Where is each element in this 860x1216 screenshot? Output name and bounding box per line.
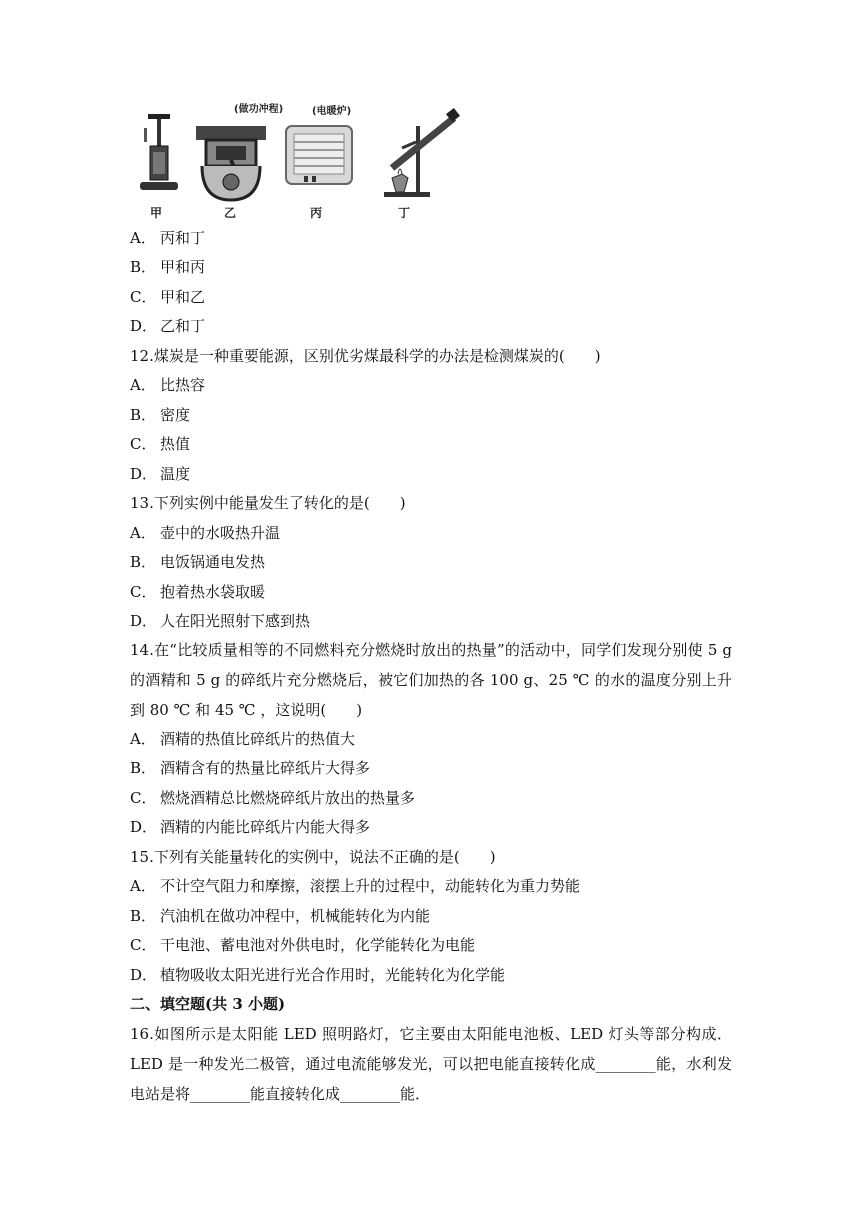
question-figure [132,106,472,222]
option-letter: D． [130,966,158,984]
option-text: 密度 [160,406,191,424]
option-letter: B． [130,907,157,925]
option-text: 抱着热水袋取暖 [160,583,266,601]
option-letter: C． [130,936,157,954]
q12-option-d[interactable] [130,464,190,484]
option-letter: C． [130,288,157,306]
q13-option-a[interactable] [130,523,280,543]
q15-stem: 15.下列有关能量转化的实例中，说法不正确的是( ) [130,848,496,866]
option-letter: C． [130,789,157,807]
q11-option-c[interactable] [130,287,205,307]
q13-option-b[interactable] [130,552,265,572]
option-letter: A． [130,376,156,394]
q14-option-a[interactable] [130,729,355,749]
figure-caption-heater: (电暖炉) [312,106,352,117]
section-heading: 二、填空题(共 3 小题) [130,995,286,1013]
q12-stem: 12.煤炭是一种重要能源，区别优劣煤最科学的办法是检测煤炭的( ) [130,347,601,365]
option-letter: B． [130,553,157,571]
option-text: 甲和乙 [160,288,206,306]
option-text: 不计空气阻力和摩擦，滚摆上升的过程中，动能转化为重力势能 [160,877,581,895]
q11-option-a[interactable] [130,228,205,248]
q15-option-c[interactable] [130,935,475,955]
air-pump-figure [138,112,182,200]
q13-option-c[interactable] [130,582,265,602]
figure-label-yi: 乙 [224,206,237,220]
option-letter: A． [130,730,156,748]
q14-option-d[interactable] [130,817,370,837]
option-text: 燃烧酒精总比燃烧碎纸片放出的热量多 [160,789,416,807]
q12-option-c[interactable] [130,434,190,454]
q15-option-a[interactable] [130,876,580,896]
option-letter: B． [130,258,157,276]
option-text: 丙和丁 [160,229,206,247]
option-text: 酒精的内能比碎纸片内能大得多 [160,818,371,836]
q14-option-b[interactable] [130,758,370,778]
option-text: 干电池、蓄电池对外供电时，化学能转化为电能 [160,936,476,954]
option-letter: D． [130,612,158,630]
q12-option-b[interactable] [130,405,190,425]
q12-option-a[interactable] [130,375,205,395]
q15-option-b[interactable] [130,906,430,926]
q13-stem: 13.下列实例中能量发生了转化的是( ) [130,494,406,512]
option-letter: D． [130,818,158,836]
option-letter: B． [130,406,157,424]
option-letter: C． [130,583,157,601]
option-text: 人在阳光照射下感到热 [160,612,311,630]
electric-heater-figure [284,124,354,190]
figure-caption-power-stroke: (做功冲程) [234,104,284,115]
engine-figure [192,120,270,202]
option-letter: A． [130,229,156,247]
option-text: 温度 [160,465,191,483]
option-text: 热值 [160,435,191,453]
option-letter: D． [130,317,158,335]
q11-option-d[interactable] [130,316,205,336]
option-text: 植物吸收太阳光进行光合作用时，光能转化为化学能 [160,966,506,984]
option-text: 汽油机在做功冲程中，机械能转化为内能 [160,907,431,925]
option-text: 酒精含有的热量比碎纸片大得多 [160,759,371,777]
option-letter: A． [130,877,156,895]
option-text: 壶中的水吸热升温 [160,524,281,542]
q11-option-b[interactable] [130,257,205,277]
test-tube-heating-figure [372,108,462,200]
option-text: 比热容 [160,376,206,394]
q13-option-d[interactable] [130,611,310,631]
option-letter: B． [130,759,157,777]
q14-stem: 14.在“比较质量相等的不同燃料充分燃烧时放出的热量”的活动中，同学们发现分别使 5 g 的酒精和 5 g 的碎纸片充分燃烧后，被它们加热的各 100 g、25 ℃ 的水的温度分别上升到 80 ℃ 和 45 ℃ ，这说明( ) [130,641,732,719]
option-letter: D． [130,465,158,483]
figure-label-bing: 丙 [310,206,323,220]
option-text: 电饭锅通电发热 [160,553,266,571]
option-letter: A． [130,524,156,542]
option-letter: C． [130,435,157,453]
option-text: 乙和丁 [160,317,206,335]
option-text: 酒精的热值比碎纸片的热值大 [160,730,356,748]
q16-stem: 16.如图所示是太阳能 LED 照明路灯，它主要由太阳能电池板、LED 灯头等部分构成．LED 是一种发光二极管，通过电流能够发光，可以把电能直接转化成________能，水利发电站是将________能直接转化成________能． [130,1025,732,1103]
q15-option-d[interactable] [130,965,505,985]
option-text: 甲和丙 [160,258,206,276]
figure-label-ding: 丁 [398,206,411,220]
q14-option-c[interactable] [130,788,415,808]
figure-label-jia: 甲 [150,206,163,220]
